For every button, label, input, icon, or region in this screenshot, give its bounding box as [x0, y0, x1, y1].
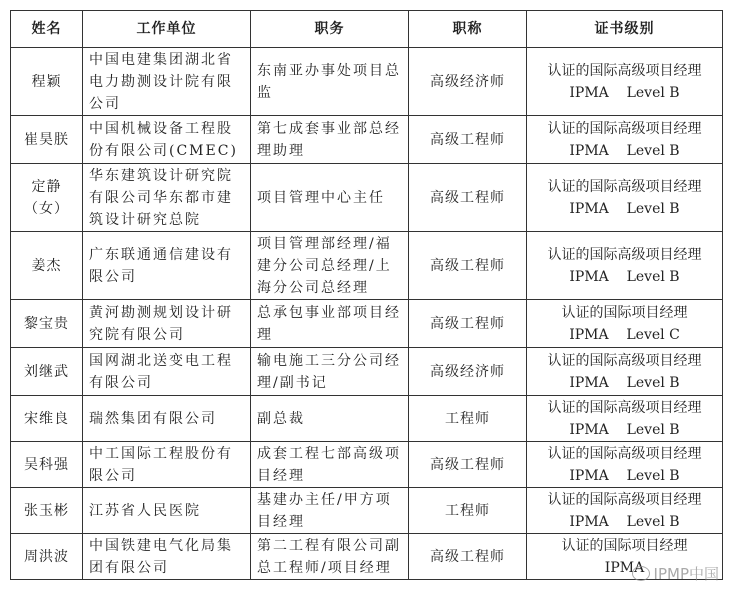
cert-line-1: 认证的国际高级项目经理 [547, 399, 702, 416]
table-row [11, 534, 723, 580]
cert-line-2: IPMA Level B [569, 142, 680, 159]
cert-line-1: 认证的国际高级项目经理 [547, 246, 702, 263]
cert-line-1: 认证的国际高级项目经理 [547, 491, 702, 508]
cell-name: 定静（女） [11, 164, 83, 232]
cell-position: 成套工程七部高级项目经理 [251, 442, 409, 488]
cell-cert-level [527, 48, 723, 116]
cell-title: 工程师 [409, 396, 527, 442]
cell-unit: 黄河勘测规划设计研究院有限公司 [83, 300, 251, 348]
cell-cert-level [527, 232, 723, 300]
header-title: 职称 [409, 11, 527, 48]
cell-position: 副总裁 [251, 396, 409, 442]
cell-title: 高级工程师 [409, 232, 527, 300]
cell-position: 第二工程有限公司副总工程师/项目经理 [251, 534, 409, 580]
table-row [11, 232, 723, 300]
cell-name: 周洪波 [11, 534, 83, 580]
cert-line-1: 认证的国际高级项目经理 [547, 120, 702, 137]
table-row [11, 396, 723, 442]
table-row [11, 164, 723, 232]
cert-line-2: IPMA Level C [569, 326, 680, 343]
cert-line-1: 认证的国际高级项目经理 [547, 178, 702, 195]
cert-line-1: 认证的国际高级项目经理 [547, 352, 702, 369]
header-unit: 工作单位 [83, 11, 251, 48]
cert-line-2: IPMA Level B [569, 467, 680, 484]
cell-cert-level [527, 116, 723, 164]
cell-title: 高级工程师 [409, 164, 527, 232]
cert-line-2: IPMA Level B [569, 513, 680, 530]
cell-title: 高级工程师 [409, 534, 527, 580]
cell-unit: 国网湖北送变电工程有限公司 [83, 348, 251, 396]
cell-title: 高级工程师 [409, 116, 527, 164]
cell-unit: 瑞然集团有限公司 [83, 396, 251, 442]
cell-cert-level [527, 164, 723, 232]
cert-line-2: IPMA Level B [569, 374, 680, 391]
cell-name: 黎宝贵 [11, 300, 83, 348]
cell-name: 宋维良 [11, 396, 83, 442]
cell-position: 基建办主任/甲方项目经理 [251, 488, 409, 534]
header-row [11, 11, 723, 48]
cell-unit: 华东建筑设计研究院有限公司华东都市建筑设计研究总院 [83, 164, 251, 232]
cert-line-2: IPMA Level B [569, 268, 680, 285]
cell-cert-level [527, 488, 723, 534]
table-row [11, 442, 723, 488]
cell-cert-level [527, 442, 723, 488]
cell-position: 项目管理部经理/福建分公司总经理/上海分公司总经理 [251, 232, 409, 300]
header-position: 职务 [251, 11, 409, 48]
cert-line-2: IPMA [604, 559, 645, 576]
cell-cert-level [527, 348, 723, 396]
cell-cert-level [527, 300, 723, 348]
cell-position: 东南亚办事处项目总监 [251, 48, 409, 116]
header-name: 姓名 [11, 11, 83, 48]
cell-name: 刘继武 [11, 348, 83, 396]
certificate-table [10, 10, 723, 580]
cert-line-2: IPMA Level B [569, 421, 680, 438]
watermark-text: IPMP中国 [653, 565, 719, 583]
header-cert-level: 证书级别 [527, 11, 723, 48]
wechat-icon [632, 566, 650, 581]
cert-line-1: 认证的国际项目经理 [561, 537, 688, 554]
cert-line-1: 认证的国际高级项目经理 [547, 445, 702, 462]
cell-cert-level [527, 396, 723, 442]
cell-title: 高级工程师 [409, 300, 527, 348]
cert-line-2: IPMA Level B [569, 200, 680, 217]
cell-unit: 中国铁建电气化局集团有限公司 [83, 534, 251, 580]
cert-line-1: 认证的国际项目经理 [561, 304, 688, 321]
cert-line-2: IPMA Level B [569, 84, 680, 101]
cell-name: 吴科强 [11, 442, 83, 488]
cell-name: 姜杰 [11, 232, 83, 300]
cell-position: 输电施工三分公司经理/副书记 [251, 348, 409, 396]
cell-title: 工程师 [409, 488, 527, 534]
cell-unit: 广东联通通信建设有限公司 [83, 232, 251, 300]
cell-unit: 江苏省人民医院 [83, 488, 251, 534]
cell-unit: 中工国际工程股份有限公司 [83, 442, 251, 488]
cell-name: 崔昊朕 [11, 116, 83, 164]
watermark [632, 563, 719, 584]
table-row [11, 116, 723, 164]
cell-name: 张玉彬 [11, 488, 83, 534]
table-row [11, 488, 723, 534]
cell-position: 项目管理中心主任 [251, 164, 409, 232]
cell-title: 高级经济师 [409, 348, 527, 396]
cell-title: 高级工程师 [409, 442, 527, 488]
cell-name: 程颖 [11, 48, 83, 116]
table-row [11, 300, 723, 348]
cell-unit: 中国机械设备工程股份有限公司(CMEC) [83, 116, 251, 164]
table-row [11, 348, 723, 396]
cell-unit: 中国电建集团湖北省电力勘测设计院有限公司 [83, 48, 251, 116]
cell-title: 高级经济师 [409, 48, 527, 116]
cell-position: 总承包事业部项目经理 [251, 300, 409, 348]
cert-line-1: 认证的国际高级项目经理 [547, 62, 702, 79]
table-row [11, 48, 723, 116]
cell-position: 第七成套事业部总经理助理 [251, 116, 409, 164]
